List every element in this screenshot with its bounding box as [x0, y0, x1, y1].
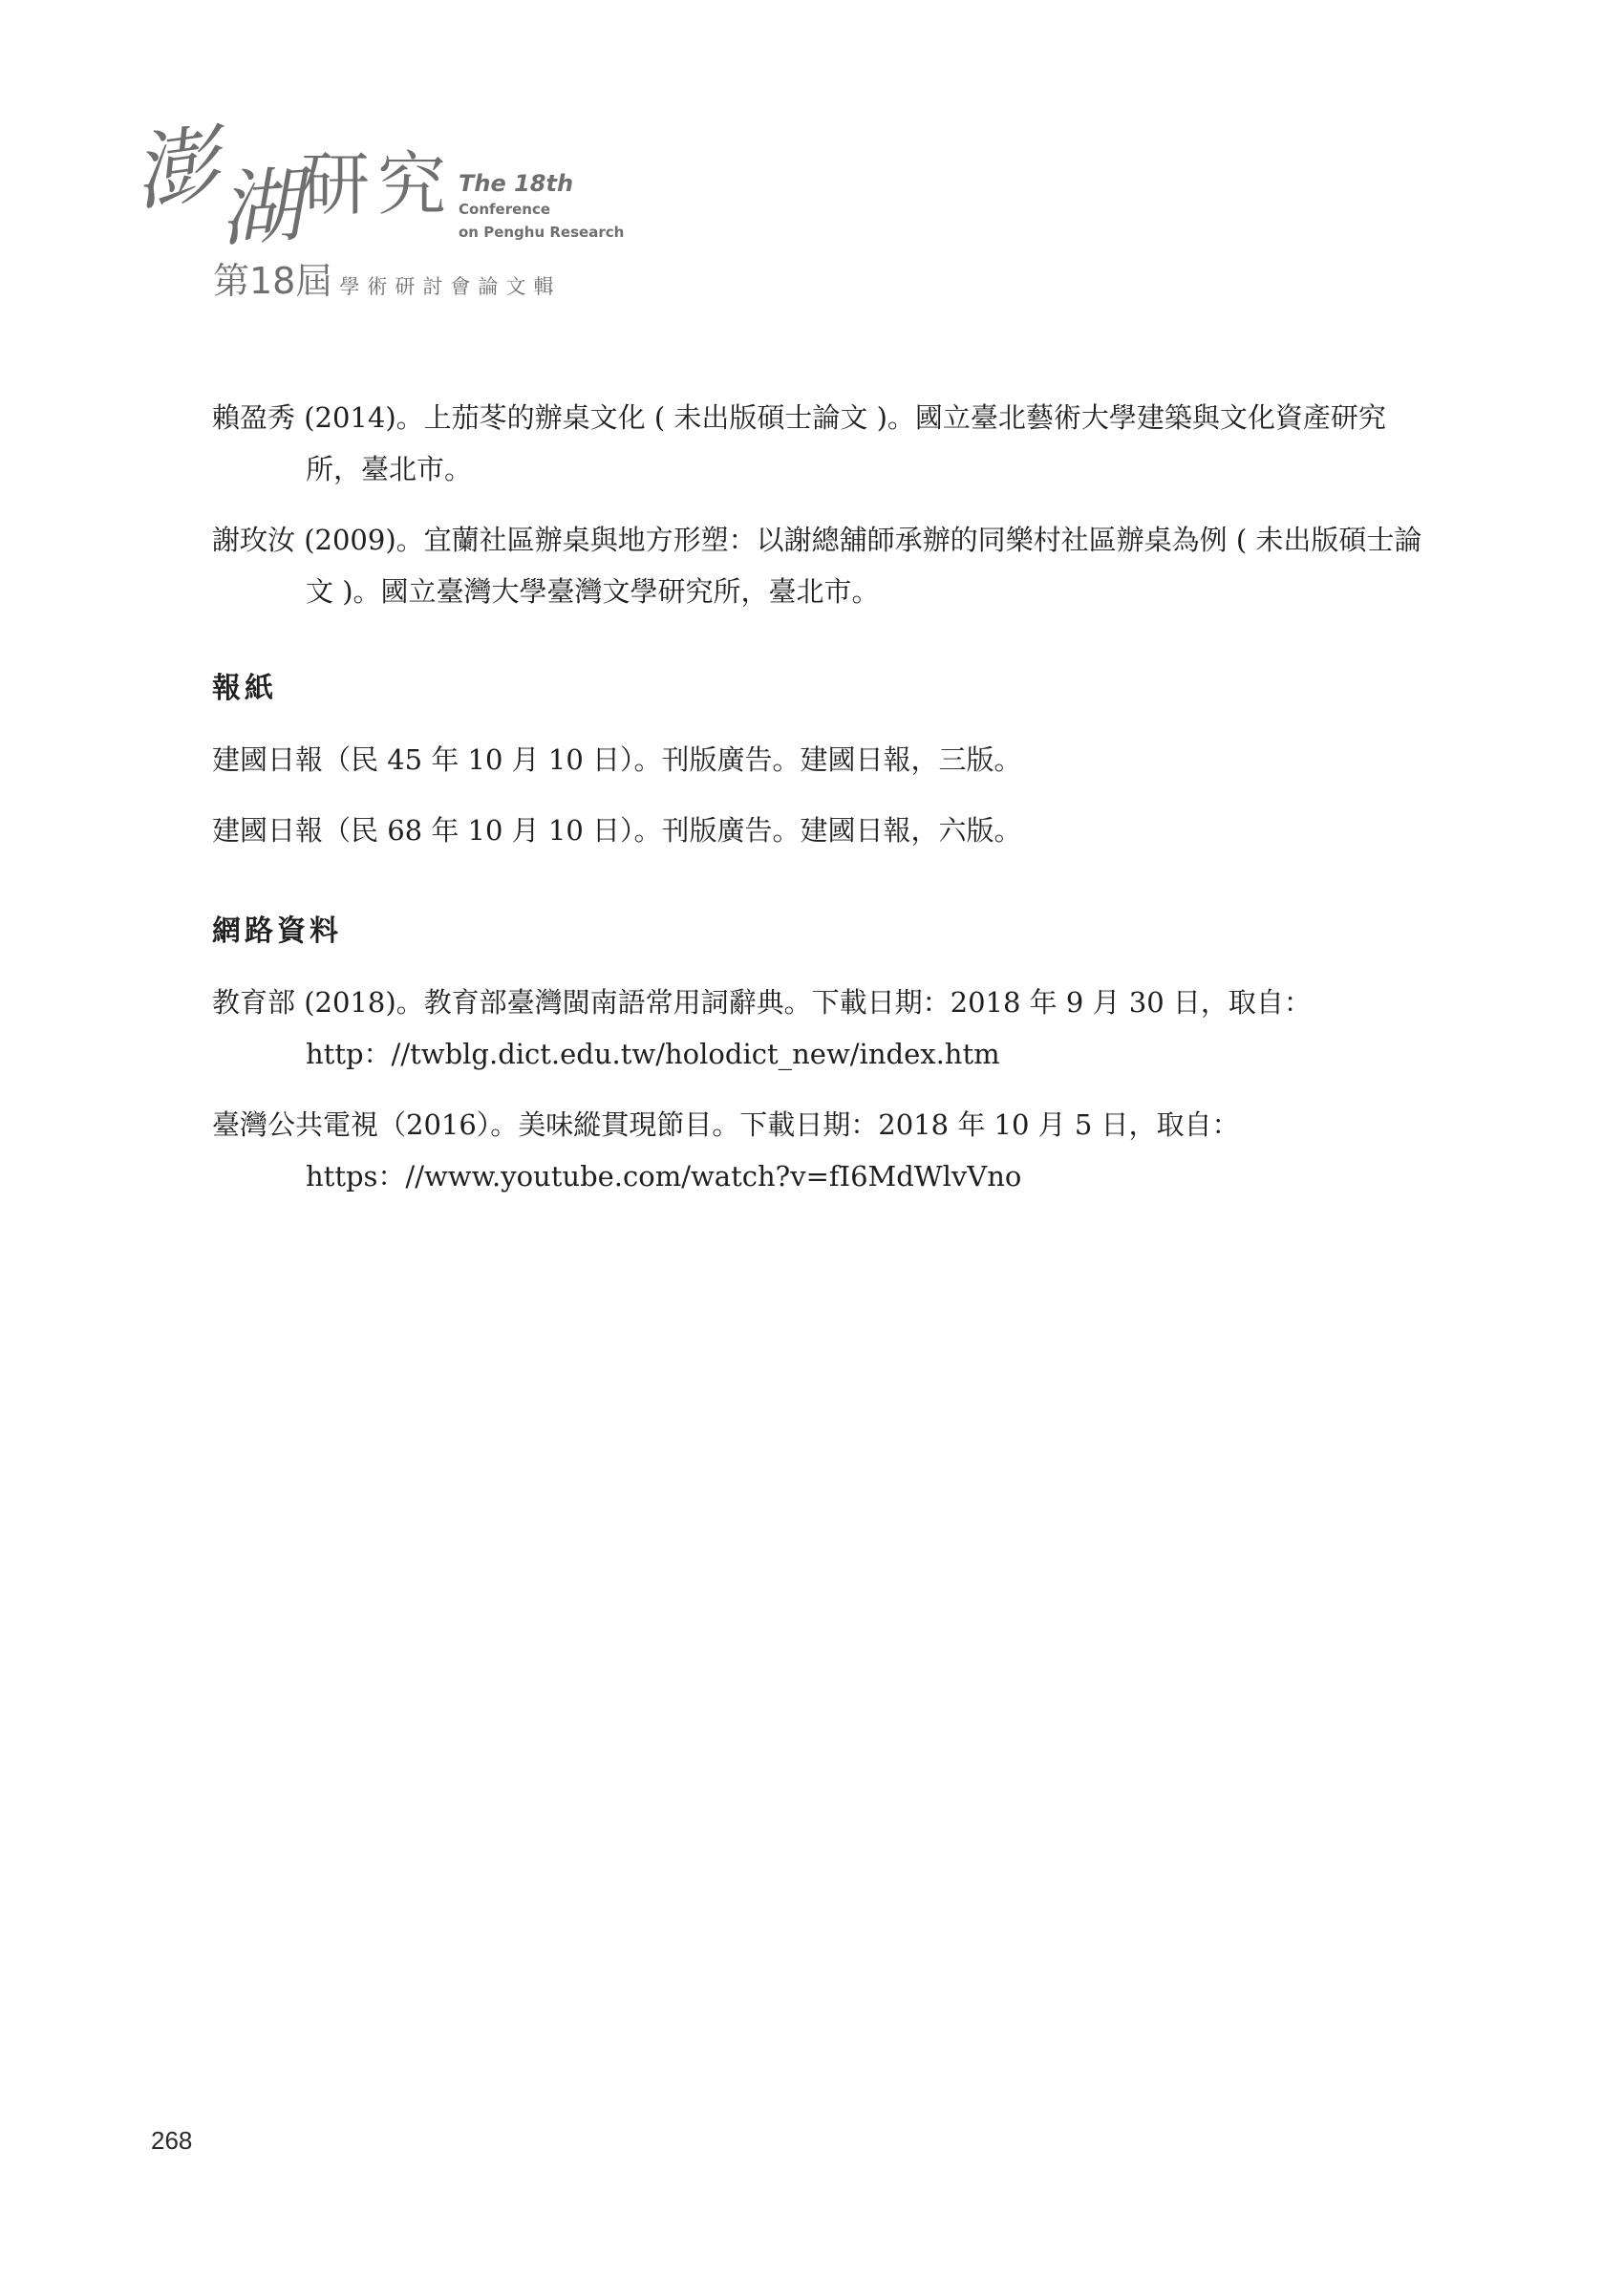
reference-web-2: 臺灣公共電視（2016）。美味縱貫現節目。下載日期：2018 年 10 月 5 日，取自：https：//www.youtube.com/watch?v=fI6MdWlvVno: [212, 1108, 1240, 1193]
edition-number: 第18屆: [213, 260, 332, 302]
header-edition: [213, 251, 561, 304]
header-en-line-3: on Penghu Research: [459, 224, 625, 241]
header-en-line-2: Conference: [459, 201, 551, 218]
brand-calligraphy-char-3: 研: [301, 144, 371, 225]
edition-subtitle: 學術研討會論文輯: [339, 275, 562, 298]
reference-web-1: 教育部 (2018)。教育部臺灣閩南語常用詞辭典。下載日期：2018 年 9 月 30 日，取自：http：//twblg.dict.edu.tw/holodict_new/index.htm: [212, 986, 1312, 1070]
brand-calligraphy-char-4: 究: [377, 144, 447, 225]
page-number: 268: [151, 2126, 193, 2155]
section-heading-newspapers: 報紙: [212, 672, 277, 705]
journal-header: [127, 114, 669, 302]
reference-thesis-2: 謝玫汝 (2009)。宜蘭社區辦桌與地方形塑：以謝總舖師承辦的同樂村社區辦桌為例 ( 未出版碩士論文 )。國立臺灣大學臺灣文學研究所，臺北市。: [212, 524, 1422, 608]
reference-thesis-1: 賴盈秀 (2014)。上茄苳的辦桌文化 ( 未出版碩士論文 )。國立臺北藝術大學建築與文化資產研究所，臺北市。: [212, 401, 1386, 485]
brand-calligraphy-char-2: 湖: [216, 158, 306, 259]
header-en-line-1: The 18th: [459, 170, 574, 197]
reference-newspaper-2: 建國日報（民 68 年 10 月 10 日）。刊版廣告。建國日報，六版。: [212, 814, 1022, 847]
references-content: [212, 392, 1435, 1221]
header-english-title: [459, 169, 624, 244]
section-heading-web-sources: 網路資料: [212, 914, 342, 948]
brand-calligraphy-char-1: 澎: [127, 114, 224, 224]
reference-newspaper-1: 建國日報（民 45 年 10 月 10 日）。刊版廣告。建國日報，三版。: [212, 743, 1022, 776]
